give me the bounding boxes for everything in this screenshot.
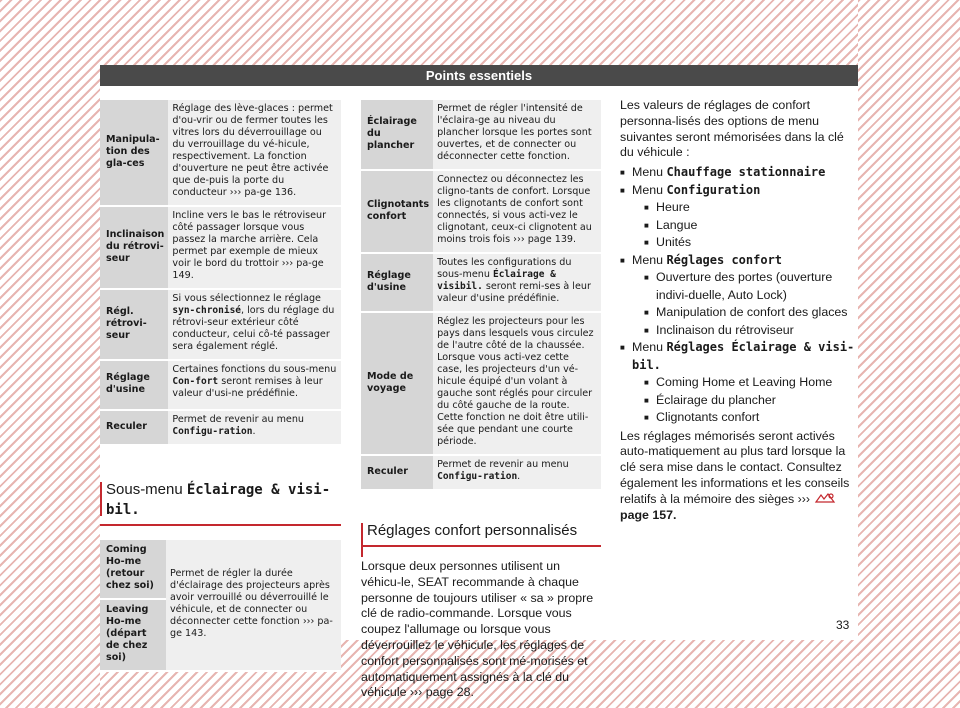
- list-item: ■ Menu Réglages confort ■ Ouverture des portes (ouverture indivi-duelle, Auto Lock) ■ Manipulation de confort des glaces ■ Inclinaison du rétroviseur: [620, 252, 856, 340]
- intro-paragraph: Les valeurs de réglages de confort personna-lisés des options de menu suivantes seront mémorisées dans la clé du véhicule :: [620, 98, 844, 160]
- seat-memory-icon: [814, 492, 836, 504]
- list-item: ■ Éclairage du plancher: [632, 392, 856, 410]
- settings-table-left: [100, 100, 341, 446]
- row-key: Clignotants confort: [361, 170, 433, 253]
- list-item: ■ Clignotants confort: [632, 409, 856, 427]
- comfort-heading: Réglages confort personnalisés: [361, 521, 601, 547]
- row-value: Permet de régler la durée d'éclairage des projecteurs après avoir verrouillé ou déverrouillé le véhicule, et de connecter ou déconnecter cette fonction ››› pa-ge 143.: [166, 540, 341, 671]
- row-key: Leaving Ho-me (départ de chez soi): [100, 599, 166, 671]
- list-item: ■ Coming Home et Leaving Home: [632, 374, 856, 392]
- table-row: [361, 100, 601, 170]
- row-value: Incline vers le bas le rétroviseur côté passager lorsque vous passez la marche arrière. Cela permet par exemple de mieux voir le bord du trottoir ››› pa-ge 149.: [168, 206, 341, 289]
- table-row: [361, 253, 601, 312]
- list-item: ■ Manipulation de confort des glaces: [632, 304, 856, 322]
- row-value: Connectez ou déconnectez les cligno-tants de confort. Lorsque les clignotants de confort sont connectés, si vous acti-vez le clignotant, ceux-ci clignotent au moins trois fois ››› page 139.: [433, 170, 601, 253]
- row-value: Permet de régler l'intensité de l'éclaira-ge au niveau du plancher lorsque les portes sont ouvertes, et de connecter ou déconnecter cette fonction.: [433, 100, 601, 170]
- list-item: ■ Langue: [632, 217, 856, 235]
- page-border-top: [0, 0, 960, 65]
- table-row: [361, 170, 601, 253]
- row-value: Si vous sélectionnez le réglage syn-chronisé, lors du réglage du rétrovi-seur extérieur côté conducteur, celui cô-té passager sera également réglé.: [168, 289, 341, 360]
- list-item: ■ Menu Chauffage stationnaire: [620, 164, 856, 182]
- table-row: [361, 312, 601, 455]
- row-value: Réglage des lève-glaces : permet d'ou-vrir ou de fermer toutes les vitres lors du déverrouillage ou du verrouillage du vé-hicule, respectivement. La fonction d'ouverture ne peut être activée que de-puis la porte du conducteur ››› pa-ge 136.: [168, 100, 341, 206]
- row-key: Éclairage du plancher: [361, 100, 433, 170]
- page-header: Points essentiels: [100, 65, 858, 86]
- page-border-right: [858, 0, 960, 708]
- outro-paragraph: Les réglages mémorisés seront activés auto-matiquement au plus tard lorsque la clé sera mise dans le contact. Consultez également les informations et les conseils relatifs à la mémoire des sièges ››› page 157.: [620, 428, 850, 522]
- table-row: [361, 455, 601, 490]
- table-row: [100, 206, 341, 289]
- row-key: Reculer: [361, 455, 433, 490]
- row-value: Toutes les configurations du sous-menu Éclairage & visibil. seront remi-ses à leur valeur d'usine prédéfinie.: [433, 253, 601, 312]
- row-value: Permet de revenir au menu Configu-ration.: [433, 455, 601, 490]
- table-row: [100, 360, 341, 410]
- row-key: Inclinaison du rétrovi-seur: [100, 206, 168, 289]
- row-key: Régl. rétrovi-seur: [100, 289, 168, 360]
- list-item: ■ Ouverture des portes (ouverture indivi-duelle, Auto Lock): [632, 269, 856, 304]
- row-key: Réglage d'usine: [100, 360, 168, 410]
- list-item: ■ Inclinaison du rétroviseur: [632, 322, 856, 340]
- page-number: 33: [836, 618, 850, 632]
- comfort-paragraph: Lorsque deux personnes utilisent un véhicu-le, SEAT recommande à chaque personne de toujours utiliser « sa » propre clé de radio-commande. Lorsque vous coupez l'allumage ou lorsque vous déverrouillez le véhicule, les réglages de confort personnalisés sont mé-morisés et automatiquement assignés à la clé du véhicule ››› page 28.: [361, 559, 594, 700]
- table-row: [100, 289, 341, 360]
- list-item: ■ Unités: [632, 234, 856, 252]
- settings-table-middle: [361, 100, 601, 491]
- row-key: Coming Ho-me (retour chez soi): [100, 540, 166, 599]
- middle-column: [361, 100, 601, 701]
- menu-list: [620, 164, 856, 427]
- table-row: [100, 100, 341, 206]
- row-value: Certaines fonctions du sous-menu Con-fort seront remises à leur valeur d'usi-ne prédéfinie.: [168, 360, 341, 410]
- row-key: Réglage d'usine: [361, 253, 433, 312]
- row-key: Manipula-tion des gla-ces: [100, 100, 168, 206]
- list-item: ■ Menu Configuration ■ Heure ■ Langue ■ Unités: [620, 182, 856, 252]
- right-column: [620, 98, 856, 523]
- table-row: [100, 410, 341, 445]
- list-item: ■ Heure: [632, 199, 856, 217]
- table-row: [100, 540, 341, 599]
- row-value: Permet de revenir au menu Configu-ration.: [168, 410, 341, 445]
- list-item: ■ Menu Réglages Éclairage & visi-bil. ■ Coming Home et Leaving Home ■ Éclairage du plancher ■ Clignotants confort: [620, 339, 856, 427]
- row-key: Mode de voyage: [361, 312, 433, 455]
- page-border-left: [0, 0, 100, 708]
- row-key: Reculer: [100, 410, 168, 445]
- submenu-heading: Sous-menu Éclairage & visi-bil.: [100, 480, 341, 526]
- left-column: [100, 100, 341, 672]
- submenu-table: [100, 540, 341, 672]
- row-value: Réglez les projecteurs pour les pays dans lesquels vous circulez de l'autre côté de la chaussée. Lorsque vous acti-vez cette case, les projecteurs d'un vé-hicule équipé d'un volant à gauche sont réglés pour circuler du côté gauche de la route. Cette fonction ne doit être utili-sée que pendant une courte période.: [433, 312, 601, 455]
